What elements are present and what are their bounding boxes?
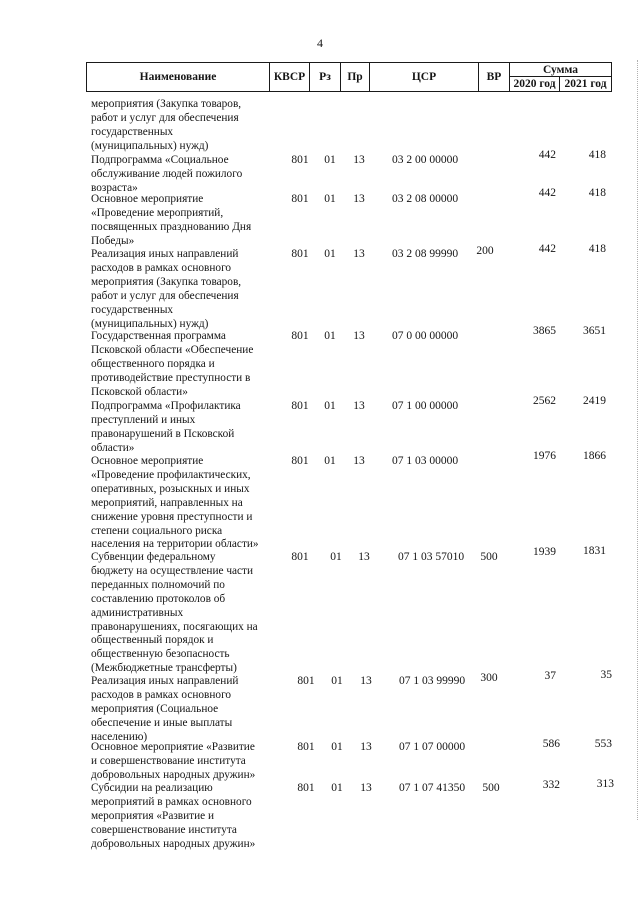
row-kvsr: 801: [297, 741, 315, 753]
row-name: Реализация иных направлений расходов в рамках основного мероприятия (Социальное обеспечение и иные выплаты населению): [91, 675, 239, 743]
row-name: Реализация иных направлений расходов в рамках основного мероприятия (Закупка товаров, работ и услуг для обеспечения государственных (муниципальных) нужд): [91, 248, 242, 330]
row-rz: 01: [324, 154, 336, 166]
row-sum-2020: 1976: [533, 450, 556, 462]
row-rz: 01: [324, 455, 336, 467]
row-vr: 500: [480, 551, 498, 563]
row-vr: 200: [476, 245, 494, 257]
row-pr: 13: [358, 551, 370, 563]
page-number: 4: [317, 36, 323, 50]
row-name: Подпрограмма «Социальное обслуживание людей пожилого возраста»: [91, 154, 243, 194]
row-pr: 13: [353, 330, 365, 342]
row-csr: 07 1 07 41350: [398, 782, 466, 794]
header-sum: Сумма: [509, 62, 612, 77]
row-name: Субсидии на реализацию мероприятий в рамках основного мероприятия «Развитие и совершенствование института добровольных народных дружин»: [91, 782, 256, 850]
row-kvsr: 801: [291, 551, 309, 563]
row-csr: 07 1 03 57010: [397, 551, 465, 563]
row-kvsr: 801: [297, 675, 315, 687]
row-name: Субвенции федеральному бюджету на осуществление части переданных полномочий по составлению протоколов об административных правонарушениях, посягающих на общественный порядок и общественную безопасность (Межбюджетные трансферты): [91, 551, 258, 675]
header-csr: ЦСР: [369, 62, 479, 92]
row-csr: 03 2 00 00000: [391, 154, 459, 166]
row-sum-2020: 37: [544, 670, 556, 682]
row-pr: 13: [353, 154, 365, 166]
row-sum-2021: 2419: [583, 395, 606, 407]
row-kvsr: 801: [291, 400, 309, 412]
row-kvsr: 801: [291, 248, 309, 260]
row-pr: 13: [360, 782, 372, 794]
row-kvsr: 801: [297, 782, 315, 794]
header-vr: ВР: [478, 62, 510, 92]
row-csr: 07 1 07 00000: [398, 741, 466, 753]
row-sum-2021: 35: [600, 669, 612, 681]
row-rz: 01: [324, 400, 336, 412]
row-pr: 13: [360, 675, 372, 687]
row-name: Государственная программа Псковской области «Обеспечение общественного порядка и противодействие преступности в Псковской области»: [91, 330, 254, 398]
row-sum-2021: 418: [588, 187, 606, 199]
header-pr: Пр: [340, 62, 370, 92]
row-sum-2021: 418: [588, 243, 606, 255]
row-name: мероприятия (Закупка товаров, работ и услуг для обеспечения государственных (муниципальных) нужд): [91, 98, 242, 152]
row-csr: 07 0 00 00000: [391, 330, 459, 342]
header-name: Наименование: [86, 62, 270, 92]
scan-edge-line: [636, 60, 638, 820]
table-header: [86, 62, 612, 92]
row-sum-2020: 586: [542, 738, 560, 750]
row-sum-2020: 442: [538, 149, 556, 161]
row-sum-2020: 442: [538, 187, 556, 199]
row-csr: 03 2 08 99990: [391, 248, 459, 260]
row-kvsr: 801: [291, 154, 309, 166]
row-csr: 03 2 08 00000: [391, 193, 459, 205]
row-name: Основное мероприятие «Развитие и совершенствование института добровольных народных дружин»: [91, 741, 256, 781]
row-rz: 01: [324, 248, 336, 260]
row-pr: 13: [353, 455, 365, 467]
row-name: Основное мероприятие «Проведение мероприятий, посвященных празднованию Дня Победы»: [91, 193, 252, 247]
row-sum-2020: 442: [538, 243, 556, 255]
row-sum-2021: 313: [596, 778, 614, 790]
row-rz: 01: [331, 675, 343, 687]
row-sum-2021: 1866: [583, 450, 606, 462]
row-csr: 07 1 00 00000: [391, 400, 459, 412]
row-kvsr: 801: [291, 330, 309, 342]
header-rz: Рз: [309, 62, 341, 92]
row-csr: 07 1 03 00000: [391, 455, 459, 467]
row-csr: 07 1 03 99990: [398, 675, 466, 687]
row-sum-2021: 553: [594, 738, 612, 750]
row-sum-2020: 2562: [533, 395, 556, 407]
row-sum-2020: 332: [542, 779, 560, 791]
header-kvsr: КВСР: [269, 62, 310, 92]
row-sum-2021: 418: [588, 149, 606, 161]
row-pr: 13: [360, 741, 372, 753]
row-vr: 300: [480, 672, 498, 684]
row-rz: 01: [324, 330, 336, 342]
row-sum-2020: 1939: [533, 546, 556, 558]
row-kvsr: 801: [291, 193, 309, 205]
row-name: Основное мероприятие «Проведение профилактических, оперативных, розыскных и иных мероприятий, направленных на снижение уровня преступности и степени социального риска населения на территории области»: [91, 455, 259, 551]
row-rz: 01: [330, 551, 342, 563]
row-name: Подпрограмма «Профилактика преступлений и иных правонарушений в Псковской области»: [91, 400, 241, 454]
row-sum-2021: 1831: [583, 545, 606, 557]
row-pr: 13: [353, 248, 365, 260]
row-rz: 01: [331, 782, 343, 794]
row-vr: 500: [482, 782, 500, 794]
row-pr: 13: [353, 400, 365, 412]
row-rz: 01: [331, 741, 343, 753]
row-sum-2021: 3651: [583, 325, 606, 337]
row-pr: 13: [353, 193, 365, 205]
row-kvsr: 801: [291, 455, 309, 467]
row-sum-2020: 3865: [533, 325, 556, 337]
header-year-2020: 2020 год: [509, 76, 560, 92]
row-rz: 01: [324, 193, 336, 205]
header-year-2021: 2021 год: [559, 76, 612, 92]
